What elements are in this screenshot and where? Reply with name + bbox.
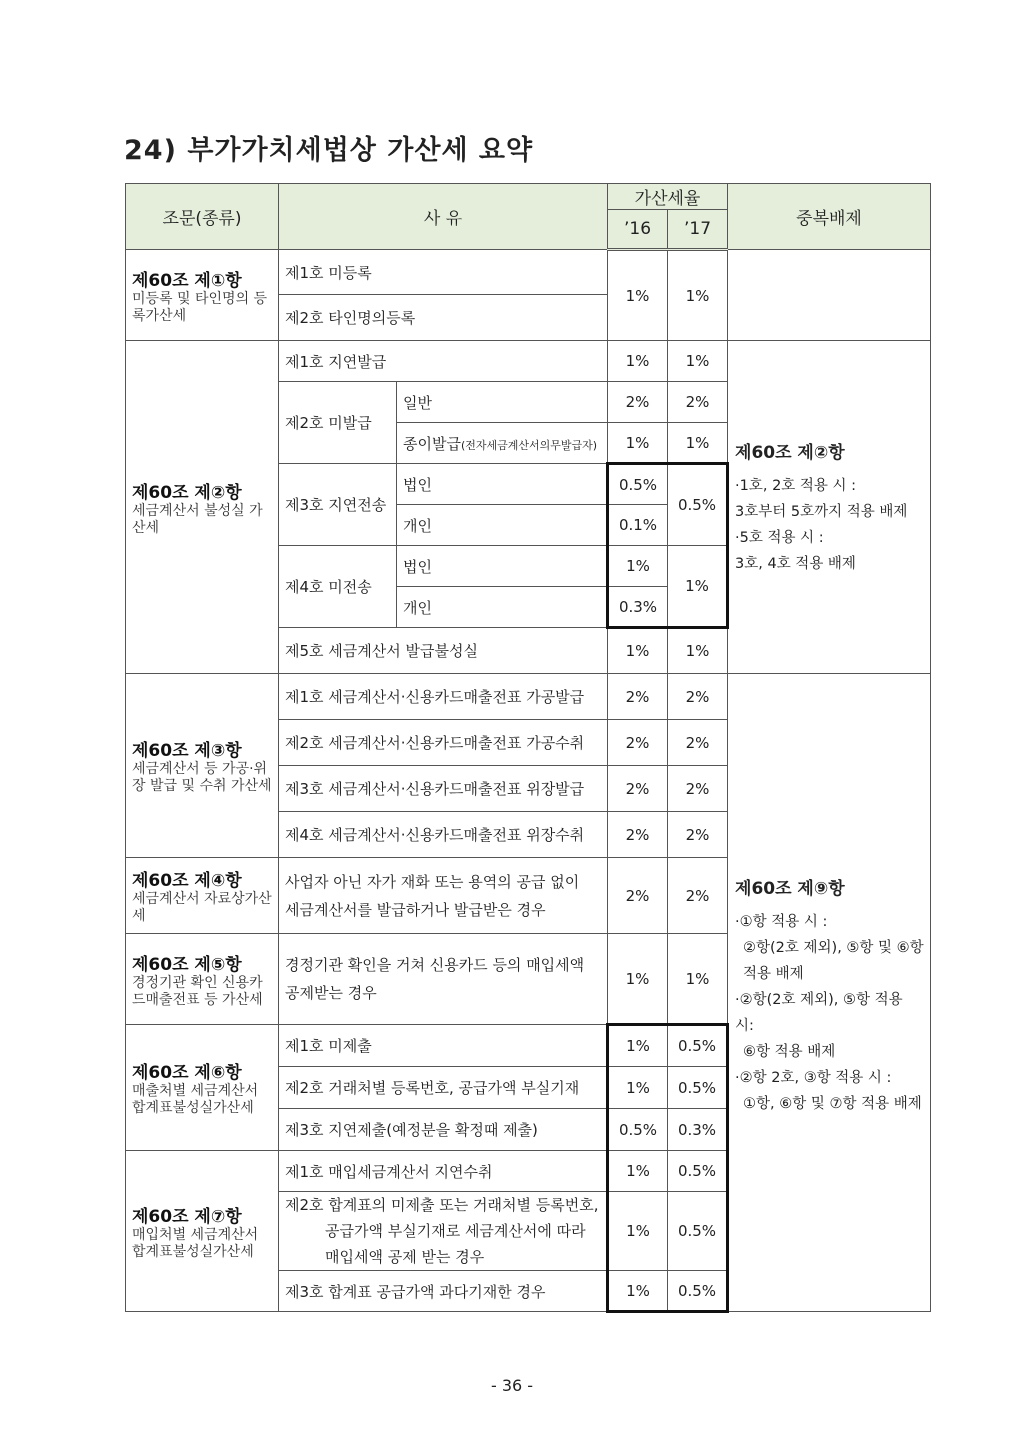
article-desc: 매입처별 세금계산서 합계표불성실가산세 [132,1226,259,1260]
rate-17: 1% [668,546,728,628]
rate-17: 1% [668,628,728,674]
reason-cell: 사업자 아닌 자가 재화 또는 용역의 공급 없이 세금계산서를 발급하거나 발급받은 경우 [279,858,608,934]
reason-cell: 제2호 타인명의등록 [279,295,608,341]
rate-17: 1% [668,423,728,464]
reason-cell: 제2호 미발급 [279,382,397,464]
header-article: 조문(종류) [126,184,279,250]
dup-line: ·5호 적용 시 : [735,529,824,546]
article-cell [126,858,279,934]
header-reason: 사 유 [279,184,608,250]
rate-16: 1% [608,423,668,464]
rate-17: 2% [668,858,728,934]
rate-16: 1% [608,341,668,382]
article-desc: 경정기관 확인 신용카드매출전표 등 가산세 [132,974,263,1008]
rate-16: 2% [608,382,668,423]
dup-line: ·①항 적용 시 : [735,914,828,930]
dup-line: 3호부터 5호까지 적용 배제 [735,503,908,520]
dup-line: ·②항(2호 제외), ⑤항 적용 시: [735,992,903,1034]
article-title: 제60조 제⑤항 [132,954,242,975]
article-title: 제60조 제④항 [132,871,242,891]
rate-16: 0.3% [608,587,668,628]
rate-16: 1% [608,250,668,341]
reason-cell: 제5호 세금계산서 발급불성실 [279,628,608,674]
header-rate: 가산세율 [608,184,728,210]
reason-cell: 제2호 세금계산서·신용카드매출전표 가공수취 [279,720,608,766]
article-title: 제60조 제②항 [132,482,242,503]
reason-cell: 제3호 지연제출(예정분을 확정때 제출) [279,1109,608,1151]
header-year-16: ’16 [608,210,668,250]
sub-reason: 종이발급(전자세금계산서의무발급자) [397,423,608,464]
rate-17: 2% [668,720,728,766]
rate-16: 1% [608,1271,668,1312]
penalty-summary-table [125,183,931,1313]
reason-cell: 경정기관 확인을 거쳐 신용카드 등의 매입세액 공제받는 경우 [279,934,608,1025]
rate-16: 1% [608,1067,668,1109]
rate-17: 0.5% [668,1067,728,1109]
rate-16: 2% [608,720,668,766]
page-number: - 36 - [490,1376,534,1395]
rate-17: 2% [668,382,728,423]
reason-cell: 제4호 세금계산서·신용카드매출전표 위장수취 [279,812,608,858]
rate-17: 1% [668,250,728,341]
sub-reason: 법인 [397,464,608,505]
dup-cell [728,250,931,341]
article-desc: 세금계산서 등 가공·위장 발급 및 수취 가산세 [132,761,272,794]
page-title: 24) 부가가치세법상 가산세 요약 [124,135,534,166]
article-cell [126,250,279,341]
dup-title: 제60조 제⑨항 [735,879,845,899]
rate-16: 2% [608,858,668,934]
rate-16: 0.5% [608,1109,668,1151]
reason-cell: 제2호 합계표의 미제출 또는 거래처별 등록번호, 공급가액 부실기재로 세금계산서에 따라 매입세액 공제 받는 경우 [279,1192,608,1271]
reason-cell: 제1호 미제출 [279,1025,608,1067]
reason-cell: 제3호 지연전송 [279,464,397,546]
rate-17: 0.3% [668,1109,728,1151]
rate-16: 2% [608,812,668,858]
rate-17: 0.5% [668,1025,728,1067]
reason-cell: 제1호 지연발급 [279,341,608,382]
rate-16: 1% [608,1151,668,1192]
reason-cell: 제1호 미등록 [279,250,608,295]
rate-17: 0.5% [668,1271,728,1312]
rate-16: 1% [608,934,668,1025]
rate-17: 0.5% [668,1151,728,1192]
sub-reason-note: (전자세금계산서의무발급자) [460,438,598,452]
sub-reason: 개인 [397,505,608,546]
article-desc: 세금계산서 불성실 가산세 [132,502,263,536]
rate-17: 1% [668,341,728,382]
article-title: 제60조 제⑦항 [132,1206,242,1227]
dup-line: ·②항 2호, ③항 적용 시 : [735,1070,892,1086]
article-cell [126,341,279,674]
dup-line: ⑥항 적용 배제 [743,1044,836,1060]
rate-16: 2% [608,766,668,812]
dup-line: ②항(2호 제외), ⑤항 및 ⑥항 [743,940,924,956]
article-title: 제60조 제③항 [132,741,242,761]
dup-line: 3호, 4호 적용 배제 [735,555,856,572]
reason-cell: 제3호 세금계산서·신용카드매출전표 위장발급 [279,766,608,812]
header-year-17: ’17 [668,210,728,250]
sub-reason: 개인 [397,587,608,628]
rate-16: 1% [608,1192,668,1271]
article-cell [126,934,279,1025]
article-title: 제60조 제⑥항 [132,1063,242,1083]
article-desc: 매출처별 세금계산서 합계표불성실가산세 [132,1083,259,1116]
dup-line: ·1호, 2호 적용 시 : [735,477,857,494]
reason-cell: 제2호 거래처별 등록번호, 공급가액 부실기재 [279,1067,608,1109]
rate-16: 1% [608,1025,668,1067]
rate-16: 2% [608,674,668,720]
article-desc: 세금계산서 자료상가산세 [132,891,272,924]
reason-cell: 제4호 미전송 [279,546,397,628]
sub-reason: 법인 [397,546,608,587]
article-cell [126,1025,279,1151]
dup-cell [728,341,931,674]
dup-title: 제60조 제②항 [735,442,845,463]
rate-17: 0.5% [668,1192,728,1271]
rate-17: 0.5% [668,464,728,546]
rate-17: 2% [668,674,728,720]
header-dup: 중복배제 [728,184,931,250]
rate-16: 1% [608,546,668,587]
reason-cell: 제3호 합계표 공급가액 과다기재한 경우 [279,1271,608,1312]
article-cell [126,1151,279,1312]
dup-line: 적용 배제 [743,966,804,982]
rate-16: 0.5% [608,464,668,505]
reason-cell: 제1호 매입세금계산서 지연수취 [279,1151,608,1192]
rate-17: 2% [668,766,728,812]
dup-cell [728,674,931,1312]
sub-reason: 일반 [397,382,608,423]
article-title: 제60조 제①항 [132,270,242,291]
rate-16: 1% [608,628,668,674]
rate-17: 2% [668,812,728,858]
article-cell [126,674,279,858]
dup-line: ①항, ⑥항 및 ⑦항 적용 배제 [743,1096,922,1112]
reason-cell: 제1호 세금계산서·신용카드매출전표 가공발급 [279,674,608,720]
article-desc: 미등록 및 타인명의 등록가산세 [132,290,268,324]
rate-16: 0.1% [608,505,668,546]
rate-17: 1% [668,934,728,1025]
